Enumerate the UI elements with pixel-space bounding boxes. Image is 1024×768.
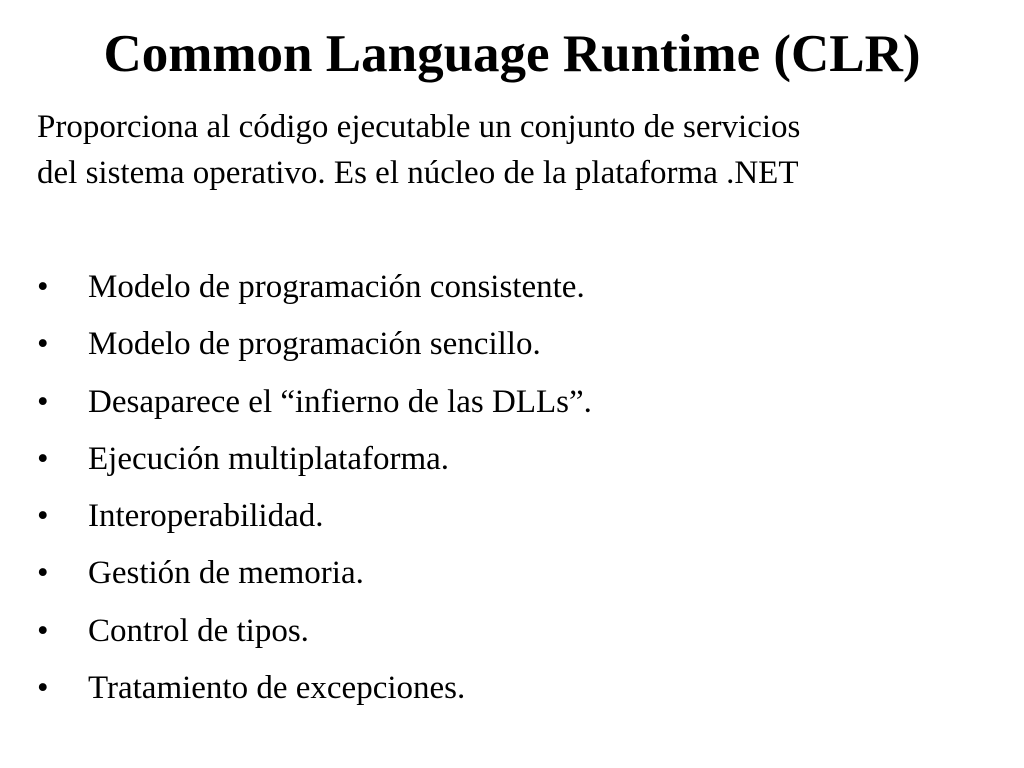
bullet-icon: • <box>37 440 49 477</box>
bullet-item <box>37 493 592 550</box>
bullet-text: Interoperabilidad. <box>88 498 324 535</box>
bullet-text: Modelo de programación consistente. <box>88 269 585 305</box>
bullet-text: Gestión de memoria. <box>88 555 364 592</box>
bullet-text: Control de tipos. <box>88 612 309 649</box>
bullet-icon: • <box>37 269 49 305</box>
bullet-item <box>37 321 592 378</box>
bullet-item <box>37 436 592 493</box>
bullet-text: Tratamiento de excepciones. <box>88 670 466 707</box>
bullet-icon: • <box>37 498 49 535</box>
bullet-icon: • <box>37 326 49 363</box>
bullet-item <box>37 550 592 607</box>
slide-title: Common Language Runtime (CLR) <box>103 25 921 83</box>
bullet-text: Modelo de programación sencillo. <box>88 326 541 363</box>
bullet-icon: • <box>37 670 49 707</box>
bullet-icon: • <box>37 383 49 420</box>
bullet-icon: • <box>37 612 49 649</box>
bullet-text: Desaparece el “infierno de las DLLs”. <box>88 383 592 420</box>
intro-line: Proporciona al código ejecutable un conjunto de servicios <box>37 109 801 145</box>
bullet-item <box>37 608 592 665</box>
bullet-icon: • <box>37 555 49 592</box>
bullet-text: Ejecución multiplataforma. <box>88 440 450 477</box>
bullet-item <box>37 379 592 436</box>
bullet-item <box>37 665 592 722</box>
intro-line: del sistema operativo. Es el núcleo de la plataforma .NET <box>37 155 799 191</box>
intro-paragraph <box>37 104 997 196</box>
bullet-list <box>37 264 592 722</box>
bullet-item <box>37 264 592 321</box>
